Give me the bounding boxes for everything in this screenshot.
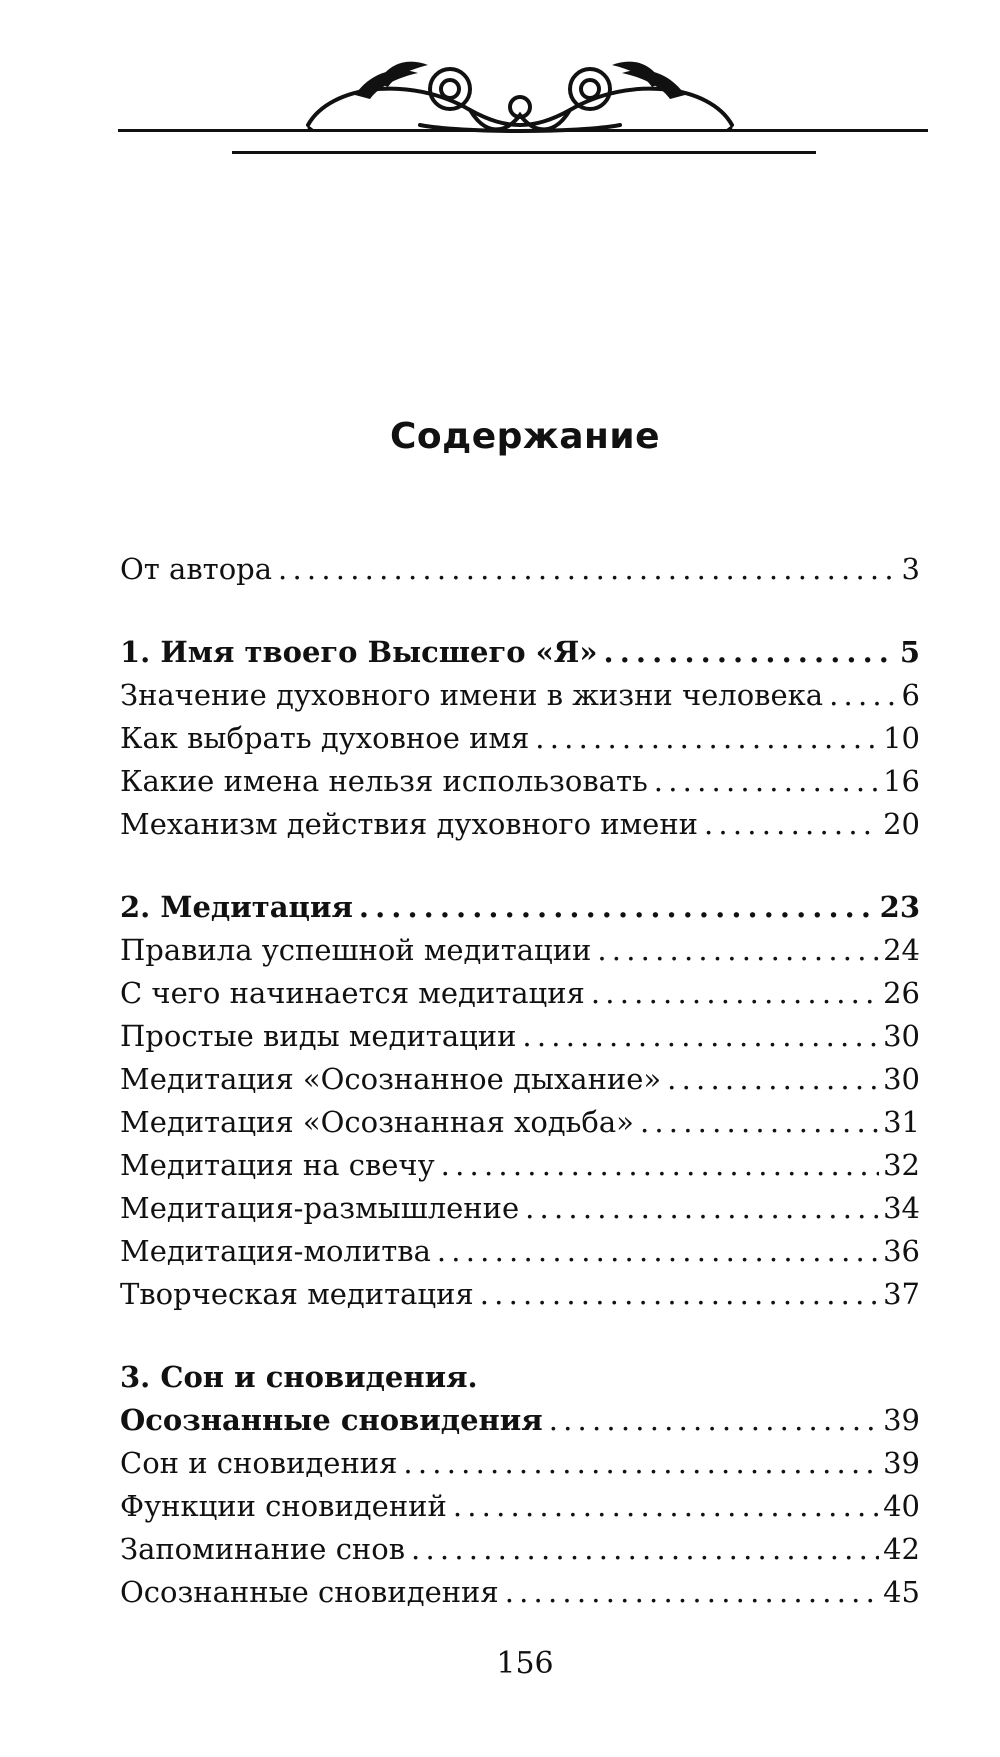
toc-entry xyxy=(120,1571,920,1614)
toc-entry-page: 40 xyxy=(883,1489,920,1523)
toc-leader-dots xyxy=(480,1273,879,1316)
toc-entry xyxy=(120,548,920,591)
toc-entry-page: 45 xyxy=(883,1575,920,1609)
toc-entry-label: Медитация-молитва xyxy=(120,1234,431,1268)
toc-entry-label: 2. Медитация xyxy=(120,890,353,924)
toc-leader-dots xyxy=(522,1015,879,1058)
header-rule-bottom xyxy=(232,151,816,154)
toc-entry-label: Медитация «Осознанное дыхание» xyxy=(120,1062,662,1096)
toc-entry-label: Медитация «Осознанная ходьба» xyxy=(120,1105,634,1139)
page-number: 156 xyxy=(496,1646,554,1681)
toc-entry-page: 24 xyxy=(883,933,920,967)
toc-entry xyxy=(120,1485,920,1528)
toc-leader-dots xyxy=(704,803,879,846)
toc-entry-page: 39 xyxy=(883,1446,920,1480)
toc-entry-page: 3 xyxy=(901,552,920,586)
toc-entry-page: 37 xyxy=(883,1277,920,1311)
toc-entry xyxy=(120,1528,920,1571)
toc-chapter-heading xyxy=(120,1399,920,1442)
toc-entry xyxy=(120,1273,920,1316)
toc-leader-dots xyxy=(278,548,898,591)
toc-leader-dots xyxy=(640,1101,879,1144)
toc-group-chapter-2 xyxy=(120,886,920,1316)
toc-chapter-heading-line: 3. Сон и сновидения. xyxy=(120,1360,478,1394)
toc-group-chapter-3 xyxy=(120,1356,920,1614)
toc-entry-label: Правила успешной медитации xyxy=(120,933,592,967)
toc-leader-dots xyxy=(403,1442,879,1485)
toc-leader-dots xyxy=(505,1571,879,1614)
toc-entry-page: 30 xyxy=(883,1019,920,1053)
toc-leader-dots xyxy=(549,1399,879,1442)
toc-leader-dots xyxy=(654,760,879,803)
toc-entry xyxy=(120,972,920,1015)
toc-entry-label: Механизм действия духовного имени xyxy=(120,807,698,841)
toc-chapter-heading xyxy=(120,886,920,929)
toc-entry-page: 23 xyxy=(879,890,920,924)
toc-leader-dots xyxy=(359,886,876,929)
toc-entry-page: 36 xyxy=(883,1234,920,1268)
header-rule-top xyxy=(118,129,928,132)
toc-entry-label: Творческая медитация xyxy=(120,1277,474,1311)
toc-leader-dots xyxy=(667,1058,879,1101)
toc-entry-page: 31 xyxy=(883,1105,920,1139)
toc-entry xyxy=(120,1015,920,1058)
toc-entry-page: 6 xyxy=(901,678,920,712)
toc-entry xyxy=(120,760,920,803)
toc-entry-page: 30 xyxy=(883,1062,920,1096)
toc-entry xyxy=(120,1230,920,1273)
toc-entry xyxy=(120,1101,920,1144)
toc-entry-page: 5 xyxy=(899,635,920,669)
toc-entry-page: 26 xyxy=(883,976,920,1010)
toc-leader-dots xyxy=(604,631,896,674)
toc-entry xyxy=(120,717,920,760)
toc-entry-label: Какие имена нельзя использовать xyxy=(120,764,648,798)
toc-entry-page: 10 xyxy=(883,721,920,755)
toc-entry-label: От автора xyxy=(120,552,273,586)
toc-leader-dots xyxy=(591,972,879,1015)
toc-entry xyxy=(120,1187,920,1230)
toc-entry-page: 20 xyxy=(883,807,920,841)
header-ornament xyxy=(300,55,740,137)
toc-leader-dots xyxy=(441,1144,879,1187)
toc-entry xyxy=(120,1058,920,1101)
toc-leader-dots xyxy=(411,1528,879,1571)
toc-entry-label: С чего начинается медитация xyxy=(120,976,585,1010)
toc-chapter-heading xyxy=(120,631,920,674)
toc-entry-label: Как выбрать духовное имя xyxy=(120,721,530,755)
toc-entry-label: Осознанные сновидения xyxy=(120,1575,499,1609)
toc-entry xyxy=(120,1442,920,1485)
page-title: Содержание xyxy=(389,416,661,457)
toc-leader-dots xyxy=(525,1187,879,1230)
toc-entry xyxy=(120,929,920,972)
table-of-contents xyxy=(120,548,920,1654)
toc-entry-label: Простые виды медитации xyxy=(120,1019,517,1053)
toc-leader-dots xyxy=(437,1230,879,1273)
toc-leader-dots xyxy=(829,674,897,717)
toc-entry-page: 39 xyxy=(883,1403,920,1437)
toc-entry xyxy=(120,1144,920,1187)
toc-group-preface xyxy=(120,548,920,591)
toc-entry-page: 16 xyxy=(883,764,920,798)
toc-leader-dots xyxy=(453,1485,879,1528)
toc-entry-label: Функции сновидений xyxy=(120,1489,447,1523)
toc-entry-label: Медитация на свечу xyxy=(120,1148,435,1182)
toc-entry-label: Значение духовного имени в жизни человека xyxy=(120,678,824,712)
toc-entry-label: 1. Имя твоего Высшего «Я» xyxy=(120,635,598,669)
toc-entry-label: Медитация-размышление xyxy=(120,1191,520,1225)
toc-entry-label: Запоминание снов xyxy=(120,1532,406,1566)
toc-leader-dots xyxy=(597,929,879,972)
toc-entry xyxy=(120,674,920,717)
toc-entry-page: 32 xyxy=(883,1148,920,1182)
toc-entry-label: Осознанные сновидения xyxy=(120,1403,543,1437)
toc-entry-page: 34 xyxy=(883,1191,920,1225)
toc-entry-page: 42 xyxy=(883,1532,920,1566)
toc-entry xyxy=(120,803,920,846)
toc-group-chapter-1 xyxy=(120,631,920,846)
toc-entry-label: Сон и сновидения xyxy=(120,1446,398,1480)
toc-leader-dots xyxy=(535,717,879,760)
